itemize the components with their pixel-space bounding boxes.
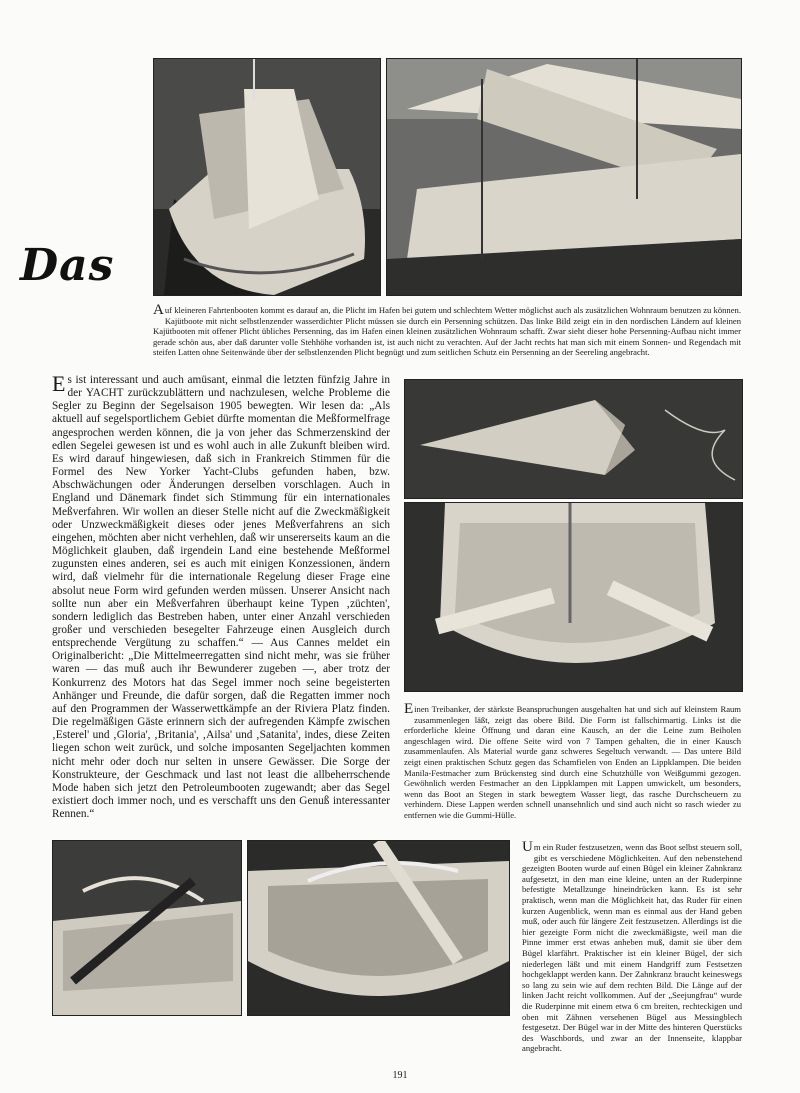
caption-right — [404, 701, 741, 821]
article-title: Das — [20, 240, 115, 291]
photo-boat-persenning — [153, 58, 381, 296]
main-article-text — [52, 371, 390, 821]
caption-right-text: inen Treibanker, der stärkste Beanspruchungen ausgehalten hat und sich auf kleinstem Raum zusammenlegen läßt, zeigt das obere Bild. Die Form ist fallschirmartig. Links ist die erforderliche kleine Öffnung und daran eine Kausch, an der die Leine zum Beiholen angeschlagen wird. Die offene Seite wird von 7 Tampen gehalten, die in einer Kausch zusammenlaufen. Als Material wurde ganz schweres Segeltuch verwandt. — Das untere Bild zeigt einen praktischen Schutz gegen das Schamfielen von Enden an Lippklampen. Die beiden Manila-Festmacher zum Brückensteg sind durch eine Schutzhülle von Weißgummi gezogen. Gewöhnlich werden Festmacher an den Lippklampen mit Lappen umwickelt, um besonders, wenn das Boot an Stegen in stark bewegtem Wasser liegt, das rasche Durchscheuern zu verhindern. Diese Lappen werden schnell unansehnlich und sind auch nicht so rasch wieder zu entfernen wie die Gummi-Hülle. — [404, 704, 741, 820]
photo-mooring-lines — [404, 502, 743, 692]
caption-top — [153, 302, 741, 358]
caption-bottom — [522, 839, 742, 1054]
caption-bottom-dropcap: U — [522, 839, 533, 855]
photo-sea-anchor — [404, 379, 743, 499]
photo-yacht-awning — [386, 58, 742, 296]
caption-top-dropcap: A — [153, 302, 164, 318]
photo-tiller-right — [247, 840, 510, 1016]
photo-tiller-left — [52, 840, 242, 1016]
main-text-dropcap: E — [52, 371, 66, 396]
caption-right-dropcap: E — [404, 701, 414, 717]
main-text-body: s ist interessant und auch amüsant, einmal die letzten fünfzig Jahre in der YACHT zurückzublättern und nachzulesen, welche Probleme die Segler zu Beginn der Segelsaison 1905 bewegten. Wir lesen da: „Als aktuell auf segelsportlichem Gebiet dürfte momentan die Meßformelfrage angesprochen werden können, die ja von jeher das Schmerzenskind der edlen Segelei gewesen ist und es wohl auch in alle Zukunft bleiben wird. Es wird darauf hingewiesen, daß sich in Frankreich Stimmen für die Formel des New Yorker Yacht-Clubs gefunden haben, bzw. Abschwächungen oder Änderungen derselben vorschlagen. Auch in England und Dänemark findet sich Stimmung für ein internationales Meßverfahren. Wir wollen an dieser Stelle nicht auf die Zweckmäßigkeit oder Unzweckmäßigkeit dieses oder jenes Meßverfahrens an sich eingehen, möchten aber nicht verhehlen, daß wir unsererseits kaum an die Möglichkeit glauben, daß irgendein Land eine bestehende Meßformel zugunsten eines anderen, sei es auch mit einigen Konzessionen, ändern wird, daß vielmehr für die internationale Regelung dieser Frage eine absolut neue Form wird gefunden werden müssen. Unserer Ansicht nach sollte nun aber ein Meßverfahren überhaupt keine Typen ‚züchten', sondern lediglich das Bestreben haben, unter einer Anzahl verschieden großer und verschieden besegelter Fahrzeuge einen Ausgleich durch entsprechende Vergütung zu schaffen.“ — Aus Cannes meldet ein Originalbericht: „Die Mittelmeerregatten sind nicht mehr, was sie früher waren — das muß auch ihr Bewunderer zugeben —, aber trotz der Konkurrenz des Motors hat das Segel immer noch seine begeisterten Anhänger und Freunde, die dafür sorgen, daß die Regatten immer noch auf den Programmen der Wasserwettkämpfe an der Riviera Platz finden. Die regelmäßigen Gäste erinnern sich der aufregenden Kämpfe zwischen ‚Esterel' und ‚Gloria', ‚Britania', ‚Ailsa' und ‚Satanita', indes, diese Zeiten liegen schon weit zurück, und solche imposanten Segeljachten kommen nicht mehr oder doch nur selten in unsere Gewässer. Die Sorge der Konstrukteure, der Geschmack und last not least die allbeherrschende Mode haben sich jetzt den Petroleumbooten zugewandt; aber das Segel existiert doch immer noch, und es verschafft uns den Genuß interessanter Rennen.“ — [52, 374, 390, 821]
caption-bottom-text: m ein Ruder festzusetzen, wenn das Boot selbst steuern soll, gibt es verschiedene Möglichkeiten. Auf den nebenstehend gezeigten Booten wurde auf einen Bügel ein kleiner Zahnkranz aufgesetzt, in den man eine kleine, unten an der Ruderpinne befestigte Metallzunge hineindrücken kann. Es ist sehr praktisch, wenn man die Möglichkeit hat, das Ruder für einen kurzen Augenblick, wenn man es einmal aus der Hand geben muß, oder auch für längere Zeit festzusetzen. Allerdings ist die hier gezeigte Form nicht die zweckmäßigste, weil man die Pinne immer erst etwas anheben muß, damit sie über dem Bügel klarfährt. Praktischer ist ein kleiner Bügel, der sich niederlegen läßt und mit einem Handgriff zum Festsetzen hochgeklappt werden kann. Der Zahnkranz braucht keineswegs so lang zu sein wie auf dem rechten Bild. Die Länge auf der linken Jacht reicht vollkommen. Auf der „Seejungfrau“ wurde die Ruderpinne mit einem etwa 6 cm breiten, rechteckigen und oben mit Zähnen versehenen Bügel aus Messingblech festgesetzt. Der Bügel war in der Mitte des hinteren Querstücks des Waschbords, und zwar an der Innenseite, klappbar angebracht. — [522, 842, 742, 1054]
page-number: 191 — [392, 1070, 408, 1081]
caption-top-text: uf kleineren Fahrtenbooten kommt es darauf an, die Plicht im Hafen bei gutem und schlechtem Wetter möglichst auch als zusätzlichen Wohnraum benutzen zu können. Kajütboote mit nicht selbstlenzender wasserdichter Plicht müssen sie durch ein Persenning schützen. Das linke Bild zeigt ein in den nordischen Ländern auf kleinen Kajütbooten mit offener Plicht übliches Persenning, das im Hafen einen kleinen zusätzlichen Wohnraum schafft. Zwar sieht dieser hohe Persenning-Aufbau nicht immer gerade schön aus, aber daß darunter volle Stehhöhe vorhanden ist, ist auch nicht zu verachten. Auf der Jacht rechts hat man sich mit einem Sonnen- und Regendach mit steifen Latten ohne Seitenwände über der selbstlenzenden Plicht begnügt und zum seitlichen Schutz ein Persenning an der Seereling angebracht. — [153, 305, 741, 358]
